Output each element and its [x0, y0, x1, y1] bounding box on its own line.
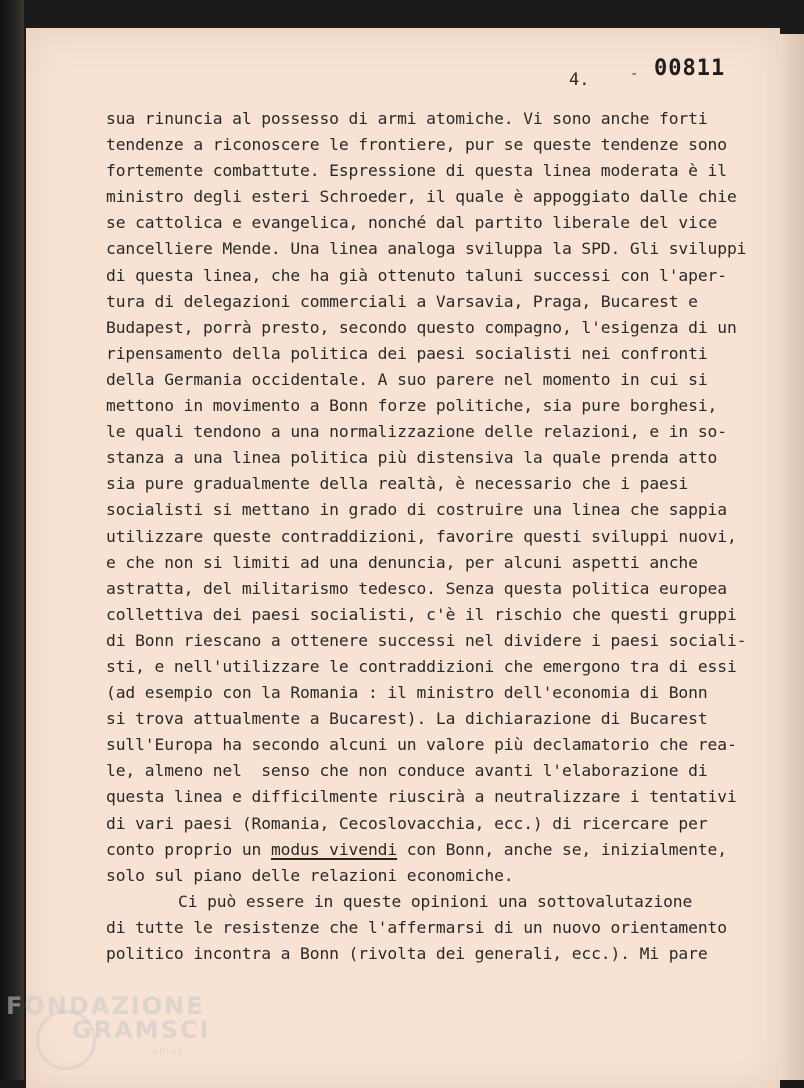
- text-line: solo sul piano delle relazioni economiche.: [106, 865, 514, 885]
- text-line: sia pure gradualmente della realtà, è necessario che i paesi: [106, 474, 689, 494]
- text-line: di vari paesi (Romania, Cecoslovacchia, ecc.) di ricercare per: [106, 813, 708, 833]
- text-line: se cattolica e evangelica, nonché dal partito liberale del vice: [106, 213, 718, 233]
- text-line: fortemente combattute. Espressione di questa linea moderata è il: [106, 161, 727, 181]
- text-line: stanza a una linea politica più distensiva la quale prenda atto: [106, 448, 718, 468]
- text-line: le quali tendono a una normalizzazione delle relazioni, e in so-: [106, 422, 727, 442]
- body-text: [106, 106, 747, 967]
- scan-left-edge: [0, 0, 24, 1080]
- text-line: [106, 837, 732, 863]
- text-line: le, almeno nel senso che non conduce avanti l'elaborazione di: [106, 761, 708, 781]
- watermark-line2: GRAMSCI: [72, 1016, 211, 1044]
- page-number: 4.: [569, 70, 590, 90]
- text-line: questa linea e difficilmente riuscirà a neutralizzare i tentativi: [106, 787, 737, 807]
- text-line: sti, e nell'utilizzare le contraddizioni che emergono tra di essi: [106, 656, 737, 676]
- text-line: della Germania occidentale. A suo parere nel momento in cui si: [106, 369, 708, 389]
- text-line: mettono in movimento a Bonn forze politiche, sia pure borghesi,: [106, 396, 718, 416]
- text-line: utilizzare queste contraddizioni, favorire questi sviluppi nuovi,: [106, 526, 737, 546]
- text-line: di tutte le resistenze che l'affermarsi di un nuovo orientamento: [106, 917, 727, 937]
- text-line: socialisti si mettano in grado di costruire una linea che sappia: [106, 500, 727, 520]
- text-line: si trova attualmente a Bucarest). La dichiarazione di Bucarest: [106, 709, 708, 729]
- text-line: (ad esempio con la Romania : il ministro dell'economia di Bonn: [106, 683, 708, 703]
- text-line: collettiva dei paesi socialisti, c'è il rischio che questi gruppi: [106, 604, 737, 624]
- text-line: ministro degli esteri Schroeder, il quale è appoggiato dalle chie: [106, 187, 737, 207]
- archive-number: 00811: [654, 56, 726, 81]
- text-line: di questa linea, che ha già ottenuto taluni successi con l'aper-: [106, 265, 727, 285]
- watermark-line1: FONDAZIONE: [6, 992, 205, 1020]
- paragraph-start-line: Ci può essere in queste opinioni una sottovalutazione: [178, 891, 693, 911]
- text-line: tendenze a riconoscere le frontiere, pur se queste tendenze sono: [106, 135, 727, 155]
- text-line: e che non si limiti ad una denuncia, per alcuni aspetti anche: [106, 552, 698, 572]
- text-line: politico incontra a Bonn (rivolta dei generali, ecc.). Mi pare: [106, 944, 708, 963]
- header-dash: -: [630, 66, 639, 82]
- text-line: sua rinuncia al possesso di armi atomiche. Vi sono anche forti: [106, 109, 708, 128]
- text-segment: conto proprio un: [106, 839, 271, 859]
- text-segment: con Bonn, anche se, inizialmente,: [397, 839, 727, 859]
- fondazione-gramsci-watermark: [6, 992, 211, 1072]
- text-line: Budapest, porrà presto, secondo questo compagno, l'esigenza di un: [106, 317, 737, 337]
- text-line: astratta, del militarismo tedesco. Senza questa politica europea: [106, 578, 727, 598]
- underlined-phrase: modus vivendi: [270, 839, 398, 859]
- watermark-line3: onlus: [152, 1046, 184, 1057]
- text-line: tura di delegazioni commerciali a Varsavia, Praga, Bucarest e: [106, 291, 698, 311]
- text-line: cancelliere Mende. Una linea analoga sviluppa la SPD. Gli sviluppi: [106, 239, 747, 259]
- text-line: ripensamento della politica dei paesi socialisti nei confronti: [106, 343, 708, 363]
- text-line: di Bonn riescano a ottenere successi nel dividere i paesi sociali-: [106, 630, 747, 650]
- text-line: sull'Europa ha secondo alcuni un valore più declamatorio che rea-: [106, 735, 737, 755]
